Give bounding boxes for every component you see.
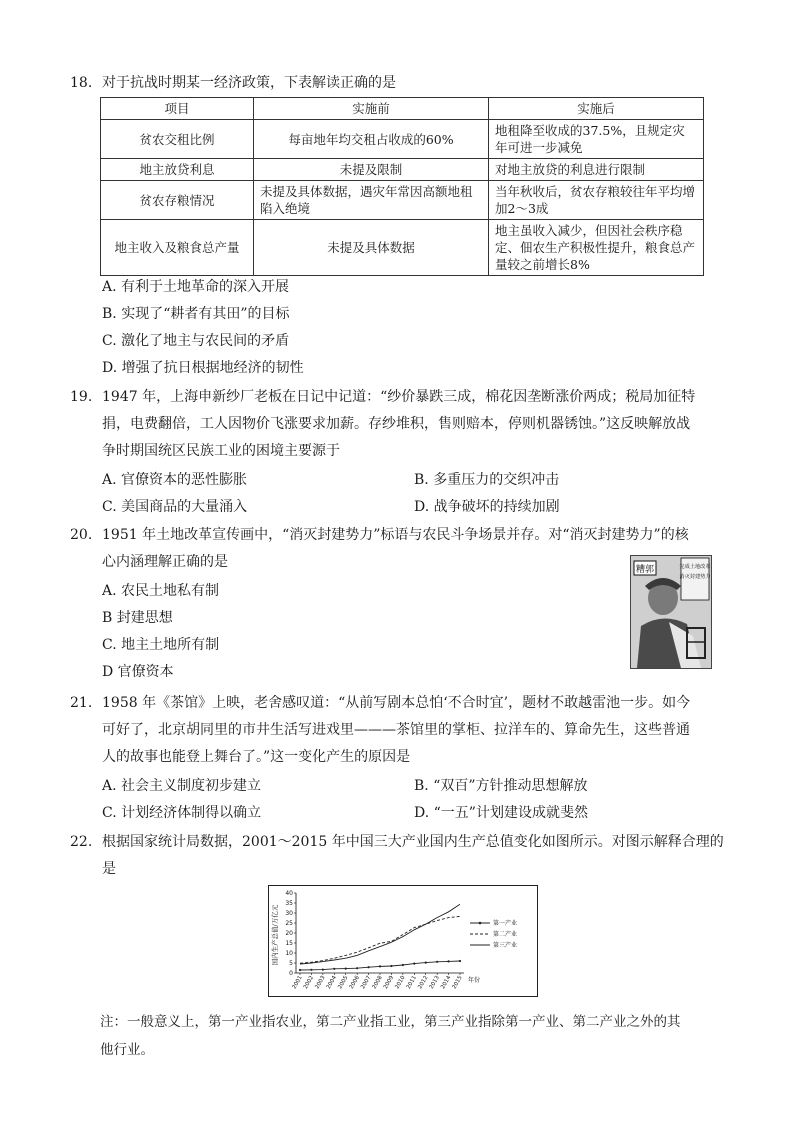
question-stem-line: 可好了，北京胡同里的市井生活写进戏里———茶馆里的掌柜、拉洋车的、算命先生，这些普通 xyxy=(102,722,690,738)
table-row xyxy=(101,220,704,276)
table-row xyxy=(101,120,704,159)
question-19 xyxy=(70,384,730,465)
y-axis-label: 国内生产总值/万亿元 xyxy=(271,904,279,966)
option-b[interactable]: B. “双百”方针推动思想解放 xyxy=(414,778,588,794)
question-number: 18. xyxy=(70,75,93,91)
option-a[interactable]: A. 农民土地私有制 xyxy=(102,583,220,599)
y-tick-label: 5 xyxy=(289,960,293,967)
table-cell: 地主放贷利息 xyxy=(101,159,254,181)
gdp-chart-svg xyxy=(268,885,538,997)
table-cell: 每亩地年均交租占收成的60% xyxy=(254,120,489,159)
option-b[interactable]: B. 多重压力的交织冲击 xyxy=(414,472,560,488)
note-line: 他行业。 xyxy=(100,1042,154,1058)
y-tick-label: 15 xyxy=(285,940,293,947)
data-point xyxy=(390,965,392,967)
data-point xyxy=(413,963,415,965)
option-d[interactable]: D. 战争破坏的持续加剧 xyxy=(414,499,560,515)
table-cell: 未提及限制 xyxy=(254,159,489,181)
poster-badge: 糟郭 xyxy=(635,565,655,575)
option-c[interactable]: C. 地主土地所有制 xyxy=(102,637,220,653)
data-point xyxy=(299,969,301,971)
note-line: 注：一般意义上，第一产业指农业，第二产业指工业，第三产业指除第一产业、第二产业之外的其 xyxy=(100,1014,681,1030)
question-stem-line: 根据国家统计局数据，2001～2015 年中国三大产业国内生产总值变化如图所示。对图示解释合理的 xyxy=(102,834,724,850)
data-point xyxy=(436,961,438,963)
x-tick-label: 2006 xyxy=(348,975,361,991)
data-point xyxy=(459,960,461,962)
option-b[interactable]: B. 实现了“耕者有其田”的目标 xyxy=(102,306,290,322)
question-number: 21. xyxy=(70,695,93,711)
table-header: 实施后 xyxy=(489,98,704,120)
table-header-row xyxy=(101,98,704,120)
option-b[interactable]: B 封建思想 xyxy=(102,610,173,626)
y-tick-label: 0 xyxy=(289,970,293,977)
x-tick-label: 2014 xyxy=(440,975,453,991)
land-reform-poster xyxy=(630,555,712,669)
question-number: 19. xyxy=(70,389,93,405)
table-cell: 地租降至收成的37.5%，且规定灾年可进一步减免 xyxy=(489,120,704,159)
x-tick-label: 2005 xyxy=(337,975,350,991)
x-tick-label: 2002 xyxy=(302,975,316,991)
x-tick-label: 2015 xyxy=(451,975,464,991)
option-d[interactable]: D. “一五”计划建设成就斐然 xyxy=(414,805,588,821)
x-tick-label: 2009 xyxy=(382,975,396,991)
x-axis-label: 年份 xyxy=(468,977,481,984)
x-tick-label: 2010 xyxy=(394,975,407,991)
option-a[interactable]: A. 社会主义制度初步建立 xyxy=(102,778,262,794)
table-row xyxy=(101,181,704,220)
question-21 xyxy=(70,690,730,771)
poster-illustration xyxy=(631,556,711,668)
y-tick-label: 25 xyxy=(285,920,293,927)
question-stem-line: 1951 年土地改革宣传画中，“消灭封建势力”标语与农民斗争场景并存。对“消灭封建势力”的核 xyxy=(102,527,689,543)
question-stem-line: 心内涵理解正确的是 xyxy=(102,554,228,570)
question-18 xyxy=(70,70,730,97)
data-point xyxy=(310,969,312,971)
option-c[interactable]: C. 美国商品的大量涌入 xyxy=(102,499,248,515)
table-cell: 地主收入及粮食总产量 xyxy=(101,220,254,276)
legend-label: 第一产业 xyxy=(493,920,518,927)
poster-slogan: 完成土地改革 xyxy=(679,564,711,570)
x-tick-label: 2007 xyxy=(360,975,373,991)
question-stem: 对于抗战时期某一经济政策，下表解读正确的是 xyxy=(102,75,396,91)
data-point xyxy=(356,967,358,969)
option-c[interactable]: C. 激化了地主与农民间的矛盾 xyxy=(102,333,290,349)
table-cell: 贫农交租比例 xyxy=(101,120,254,159)
option-c[interactable]: C. 计划经济体制得以确立 xyxy=(102,805,262,821)
legend-label: 第三产业 xyxy=(493,942,518,949)
question-number: 22. xyxy=(70,834,93,850)
option-d[interactable]: D. 增强了抗日根据地经济的韧性 xyxy=(102,360,304,376)
table-cell: 当年秋收后，贫农存粮较往年平均增加2～3成 xyxy=(489,181,704,220)
y-tick-label: 35 xyxy=(285,900,293,907)
data-point xyxy=(402,964,404,966)
x-tick-label: 2013 xyxy=(428,975,441,991)
question-stem-line: 1958 年《茶馆》上映，老舍感叹道：“从前写剧本总怕‘不合时宜’，题材不敢越雷池一步。如今 xyxy=(102,695,691,711)
table-row xyxy=(101,159,704,181)
question-stem-line: 1947 年，上海申新纱厂老板在日记中记道：“纱价暴跌三成，棉花因垄断涨价两成；税局加征特 xyxy=(102,389,696,405)
x-tick-label: 2004 xyxy=(325,975,339,991)
x-tick-label: 2001 xyxy=(291,975,304,991)
y-tick-label: 20 xyxy=(285,930,293,937)
question-stem-line: 是 xyxy=(102,861,116,877)
x-tick-label: 2011 xyxy=(405,975,419,991)
table-cell: 地主虽收入减少，但因社会秩序稳定、佃农生产积极性提升，粮食总产量较之前增长8% xyxy=(489,220,704,276)
table-header: 实施前 xyxy=(254,98,489,120)
data-point xyxy=(333,968,335,970)
question-stem-line: 人的故事也能登上舞台了。”这一变化产生的原因是 xyxy=(102,749,411,765)
gdp-chart xyxy=(268,885,538,997)
table-cell: 贫农存粮情况 xyxy=(101,181,254,220)
x-tick-label: 2012 xyxy=(417,975,430,991)
y-tick-label: 40 xyxy=(285,890,293,897)
data-point xyxy=(322,969,324,971)
legend-label: 第二产业 xyxy=(493,931,518,938)
data-point xyxy=(367,966,369,968)
table-header: 项目 xyxy=(101,98,254,120)
table-cell: 对地主放贷的利息进行限制 xyxy=(489,159,704,181)
x-tick-label: 2003 xyxy=(314,975,327,991)
x-tick-label: 2008 xyxy=(371,975,384,991)
question-22 xyxy=(70,829,730,883)
question-stem-line: 争时期国统区民族工业的困境主要源于 xyxy=(102,443,340,459)
legend-marker xyxy=(479,922,482,925)
table-cell: 未提及具体数据 xyxy=(254,220,489,276)
question-number: 20. xyxy=(70,527,93,543)
y-tick-label: 30 xyxy=(285,910,293,917)
y-tick-label: 10 xyxy=(285,950,293,957)
data-point xyxy=(345,968,347,970)
policy-table xyxy=(100,97,704,276)
poster-slogan: 消灭封建势力 xyxy=(679,574,711,580)
data-point xyxy=(447,960,449,962)
option-a[interactable]: A. 官僚资本的恶性膨胀 xyxy=(102,472,248,488)
data-point xyxy=(379,965,381,967)
data-point xyxy=(425,962,427,964)
option-d[interactable]: D 官僚资本 xyxy=(102,664,174,680)
option-a[interactable]: A. 有利于土地革命的深入开展 xyxy=(102,279,290,295)
table-cell: 未提及具体数据，遇灾年常因高额地租陷入绝境 xyxy=(254,181,489,220)
chart-note xyxy=(100,1008,740,1064)
question-stem-line: 捐，电费翻倍，工人因物价飞涨要求加薪。存纱堆积，售则赔本，停则机器锈蚀。”这反映解放战 xyxy=(102,416,691,432)
